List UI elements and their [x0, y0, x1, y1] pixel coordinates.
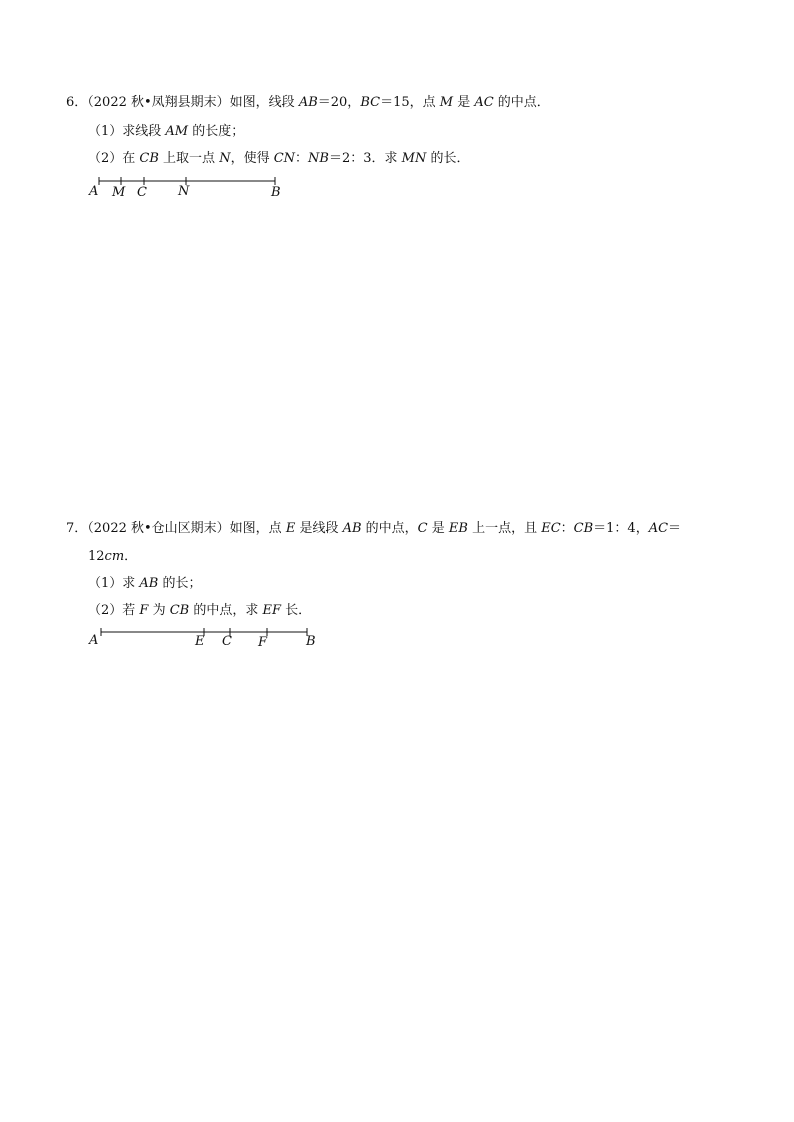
- var-f: F: [139, 603, 149, 618]
- point-label-m: M: [112, 185, 126, 200]
- var-bc: BC: [360, 95, 381, 110]
- part-text: 为: [148, 603, 170, 618]
- var-eb: EB: [448, 521, 468, 536]
- point-label-c: C: [222, 634, 232, 649]
- part-text: ：: [295, 151, 309, 166]
- var-mn: MN: [401, 151, 427, 166]
- question-7-stem-continued: [88, 549, 137, 565]
- point-label-c: C: [137, 185, 147, 200]
- part-text: ，使得: [230, 151, 274, 166]
- question-6-segment-figure: [0, 170, 794, 210]
- var-ab: AB: [342, 521, 362, 536]
- point-label-a: A: [89, 184, 99, 199]
- point-label-e: E: [195, 634, 205, 649]
- var-cb: CB: [139, 151, 159, 166]
- part-text: 在: [122, 151, 140, 166]
- question-number: 7．: [66, 521, 88, 536]
- var-ec: EC: [541, 521, 561, 536]
- part-text: 若: [122, 603, 140, 618]
- part-text: 的中点，求: [189, 603, 263, 618]
- point-label-a: A: [89, 633, 99, 648]
- question-source: （2022 秋•凤翔县期末）: [87, 95, 230, 110]
- part-number: （1）: [88, 576, 123, 591]
- question-6-part-1: [88, 124, 244, 140]
- point-label-b: B: [271, 185, 281, 200]
- value-ac: 12: [88, 549, 105, 564]
- question-7-part-2: [88, 603, 311, 619]
- var-ac: AC: [648, 521, 669, 536]
- part-text: 的长度；: [188, 124, 245, 139]
- part-number: （1）: [88, 124, 123, 139]
- stem-text: ：: [560, 521, 574, 536]
- stem-text: 如图，点: [229, 521, 286, 536]
- question-source: （2022 秋•仓山区期末）: [87, 521, 230, 536]
- point-label-n: N: [178, 184, 190, 199]
- var-ab: AB: [139, 576, 159, 591]
- question-7-stem: [66, 521, 681, 537]
- part-text: 求线段: [122, 124, 166, 139]
- part-number: （2）: [88, 603, 123, 618]
- stem-text: 的中点．: [493, 95, 550, 110]
- part-text: 上取一点: [158, 151, 220, 166]
- var-n: N: [219, 151, 231, 166]
- part-text: 的长．: [426, 151, 470, 166]
- question-6-part-2: [88, 151, 470, 167]
- stem-text: ＝1：4，: [593, 521, 649, 536]
- var-nb: NB: [308, 151, 329, 166]
- stem-text: ＝20，: [317, 95, 361, 110]
- stem-text: ．: [124, 549, 138, 564]
- var-am: AM: [165, 124, 189, 139]
- unit-cm: cm: [104, 549, 125, 564]
- stem-text: ＝15，点: [380, 95, 440, 110]
- stem-text: 上一点，且: [467, 521, 542, 536]
- question-7-segment-figure: [0, 621, 794, 661]
- part-text: 长．: [281, 603, 312, 618]
- part-text: 求: [122, 576, 140, 591]
- var-m: M: [439, 95, 454, 110]
- question-number: 6．: [66, 95, 88, 110]
- question-7-part-1: [88, 576, 202, 592]
- var-ac: AC: [474, 95, 494, 110]
- stem-text: 的中点，: [361, 521, 418, 536]
- var-cn: CN: [273, 151, 296, 166]
- var-c: C: [417, 521, 428, 536]
- question-6-stem: [66, 95, 550, 111]
- var-cb: CB: [573, 521, 594, 536]
- stem-text: ＝: [668, 521, 682, 536]
- var-ef: EF: [262, 603, 281, 618]
- stem-text: 是线段: [295, 521, 343, 536]
- var-cb: CB: [169, 603, 190, 618]
- stem-text: 如图，线段: [229, 95, 299, 110]
- part-number: （2）: [88, 151, 123, 166]
- stem-text: 是: [427, 521, 449, 536]
- var-e: E: [285, 521, 296, 536]
- point-label-b: B: [306, 634, 316, 649]
- point-label-f: F: [258, 635, 268, 650]
- part-text: 的长；: [158, 576, 202, 591]
- stem-text: 是: [453, 95, 475, 110]
- part-text: ＝2：3．求: [328, 151, 402, 166]
- var-ab: AB: [298, 95, 318, 110]
